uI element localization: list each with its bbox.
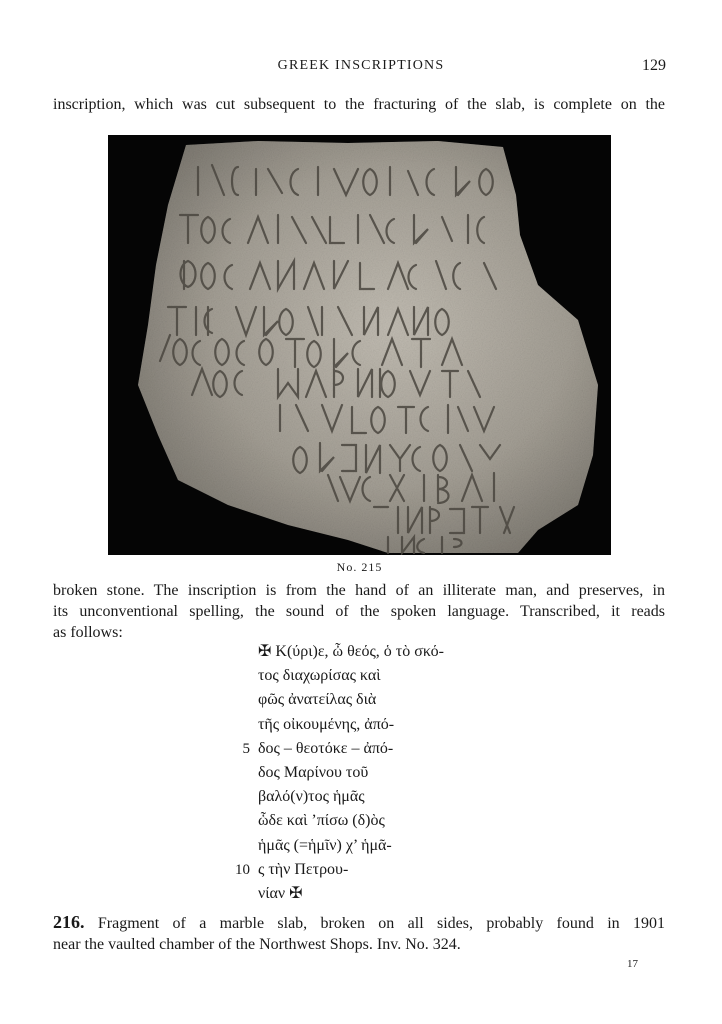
entry-text: Fragment of a marble slab, broken on all sides, probably found in 1901 xyxy=(97,915,666,932)
body-line: broken stone. The inscription is from the hand of an illiterate man, and preserves, in xyxy=(53,582,665,599)
entry-line: near the vaulted chamber of the Northwest Shops. Inv. No. 324. xyxy=(53,936,461,953)
transcription-line xyxy=(220,858,550,882)
catalog-entry xyxy=(53,912,665,955)
stone-slab xyxy=(138,141,598,553)
transcription-block xyxy=(220,640,550,906)
page-number: 129 xyxy=(642,57,666,74)
inscribed-stone-photo-icon xyxy=(108,135,611,555)
line-text: ἡμᾶς (=ἡμῖν) χ’ ἡμᾶ- xyxy=(258,836,392,854)
body-line: its unconventional spelling, the sound of the spoken language. Transcribed, it reads xyxy=(53,603,665,620)
transcription-line xyxy=(220,688,550,712)
transcription-line xyxy=(220,713,550,737)
transcription-line xyxy=(220,664,550,688)
transcription-line xyxy=(220,834,550,858)
signature-mark: 17 xyxy=(627,958,638,970)
line-text: φῶς ἀνατείλας διὰ xyxy=(258,691,377,709)
inscription-photo xyxy=(108,135,611,555)
entry-number: 216. xyxy=(53,912,85,932)
line-text: ς τὴν Πετρου- xyxy=(258,860,349,878)
transcription-line xyxy=(220,809,550,833)
line-number: 10 xyxy=(235,861,250,878)
body-line: as follows: xyxy=(53,624,123,641)
line-text: βαλό(ν)τος ἡμᾶς xyxy=(258,788,365,806)
body-paragraph xyxy=(53,580,665,643)
running-head: GREEK INSCRIPTIONS xyxy=(277,58,445,73)
line-number: 5 xyxy=(242,740,250,757)
line-text: νίαν ✠ xyxy=(258,884,303,902)
line-text: τῆς οἰκουμένης, ἀπό- xyxy=(258,715,395,733)
transcription-line xyxy=(220,737,550,761)
entry-line xyxy=(53,912,665,934)
transcription-line xyxy=(220,882,550,906)
intro-paragraph: inscription, which was cut subsequent to the fracturing of the slab, is complete on the xyxy=(53,96,665,113)
transcription-line xyxy=(220,785,550,809)
transcription-line xyxy=(220,761,550,785)
line-text: ✠ Κ(ύρι)ε, ὦ θεός, ὁ τὸ σκό- xyxy=(258,643,444,660)
transcription-line xyxy=(220,640,550,664)
line-text: τος διαχωρίσας καὶ xyxy=(258,667,381,685)
figure-caption: No. 215 xyxy=(336,560,383,574)
line-text: δος – θεοτόκε – ἀπό- xyxy=(258,739,394,757)
line-text: δος Μαρίνου τοῦ xyxy=(258,763,369,781)
line-text: ὧδε καὶ ’πίσω (δ)ὸς xyxy=(258,812,385,830)
